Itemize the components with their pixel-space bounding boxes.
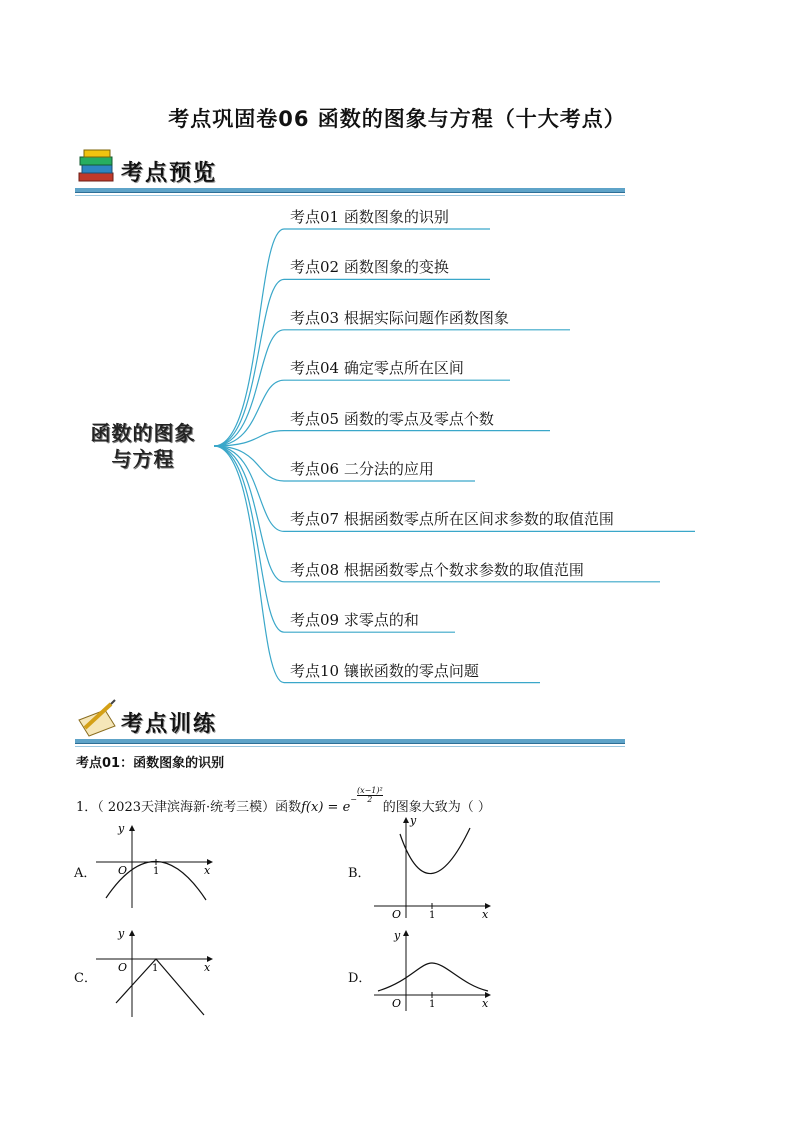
mindmap-item-08: 考点08 根据函数零点个数求参数的取值范围	[290, 560, 584, 579]
section-header-training	[75, 694, 625, 744]
mindmap-item-06: 考点06 二分法的应用	[290, 460, 434, 478]
origin-label: O	[392, 997, 402, 1010]
option-a-graph[interactable]	[92, 820, 222, 910]
question-suffix: 的图象大致为（ ）	[382, 800, 491, 815]
section-label: 考点训练	[121, 712, 218, 737]
mindmap-item-02: 考点02 函数图象的变换	[290, 258, 449, 277]
origin-label: O	[392, 908, 402, 921]
y-axis-label: y	[410, 814, 417, 827]
mindmap-branch	[214, 431, 550, 446]
tick-label: 1	[429, 999, 436, 1010]
subsection-title: 考点01：函数图象的识别	[76, 756, 225, 771]
x-axis-label: x	[482, 997, 489, 1010]
mindmap-item-05: 考点05 函数的零点及零点个数	[290, 409, 494, 428]
mindmap-item-10: 考点10 镶嵌函数的零点问题	[290, 661, 479, 680]
option-d-label[interactable]: D．	[348, 971, 372, 986]
question-1	[76, 787, 491, 815]
y-axis-label: y	[118, 822, 125, 835]
option-d-graph[interactable]	[370, 925, 500, 1015]
origin-label: O	[118, 961, 128, 974]
y-axis-label: y	[118, 927, 125, 940]
tick-label: 1	[152, 963, 159, 974]
pen-paper-icon	[75, 698, 119, 738]
option-c-label[interactable]: C．	[74, 971, 97, 986]
x-axis-label: x	[204, 864, 211, 877]
mindmap-root-line2: 与方程	[111, 447, 175, 471]
option-b-label[interactable]: B．	[348, 866, 371, 881]
mindmap-root-line1: 函数的图象	[90, 421, 196, 445]
mindmap-item-03: 考点03 根据实际问题作函数图象	[290, 308, 509, 327]
origin-label: O	[118, 864, 128, 877]
option-a-label[interactable]: A．	[74, 866, 97, 881]
mindmap-item-09: 考点09 求零点的和	[290, 611, 419, 630]
x-axis-label: x	[482, 908, 489, 921]
tick-label: 1	[153, 866, 160, 877]
section-label: 考点预览	[121, 161, 218, 186]
document-title: 考点巩固卷06 函数的图象与方程（十大考点）	[168, 107, 626, 131]
x-axis-label: x	[204, 961, 211, 974]
option-c-graph[interactable]	[92, 925, 222, 1020]
tick-label: 1	[429, 910, 436, 921]
question-prefix: 1．（ 2023天津滨海新·统考三模）函数	[76, 800, 302, 815]
mindmap-item-07: 考点07 根据函数零点所在区间求参数的取值范围	[290, 510, 614, 529]
option-b-graph[interactable]	[370, 812, 500, 922]
mindmap-root	[72, 420, 214, 472]
mindmap-item-04: 考点04 确定零点所在区间	[290, 359, 464, 378]
mindmap-item-01: 考点01 函数图象的识别	[290, 208, 449, 226]
function-expression: f(x) = e− $\frac{\text{(x−1)²}}{2}$	[301, 786, 383, 815]
y-axis-label: y	[394, 929, 401, 942]
exponent: − $\frac{\text{(x−1)²}}{2}$	[350, 786, 383, 804]
